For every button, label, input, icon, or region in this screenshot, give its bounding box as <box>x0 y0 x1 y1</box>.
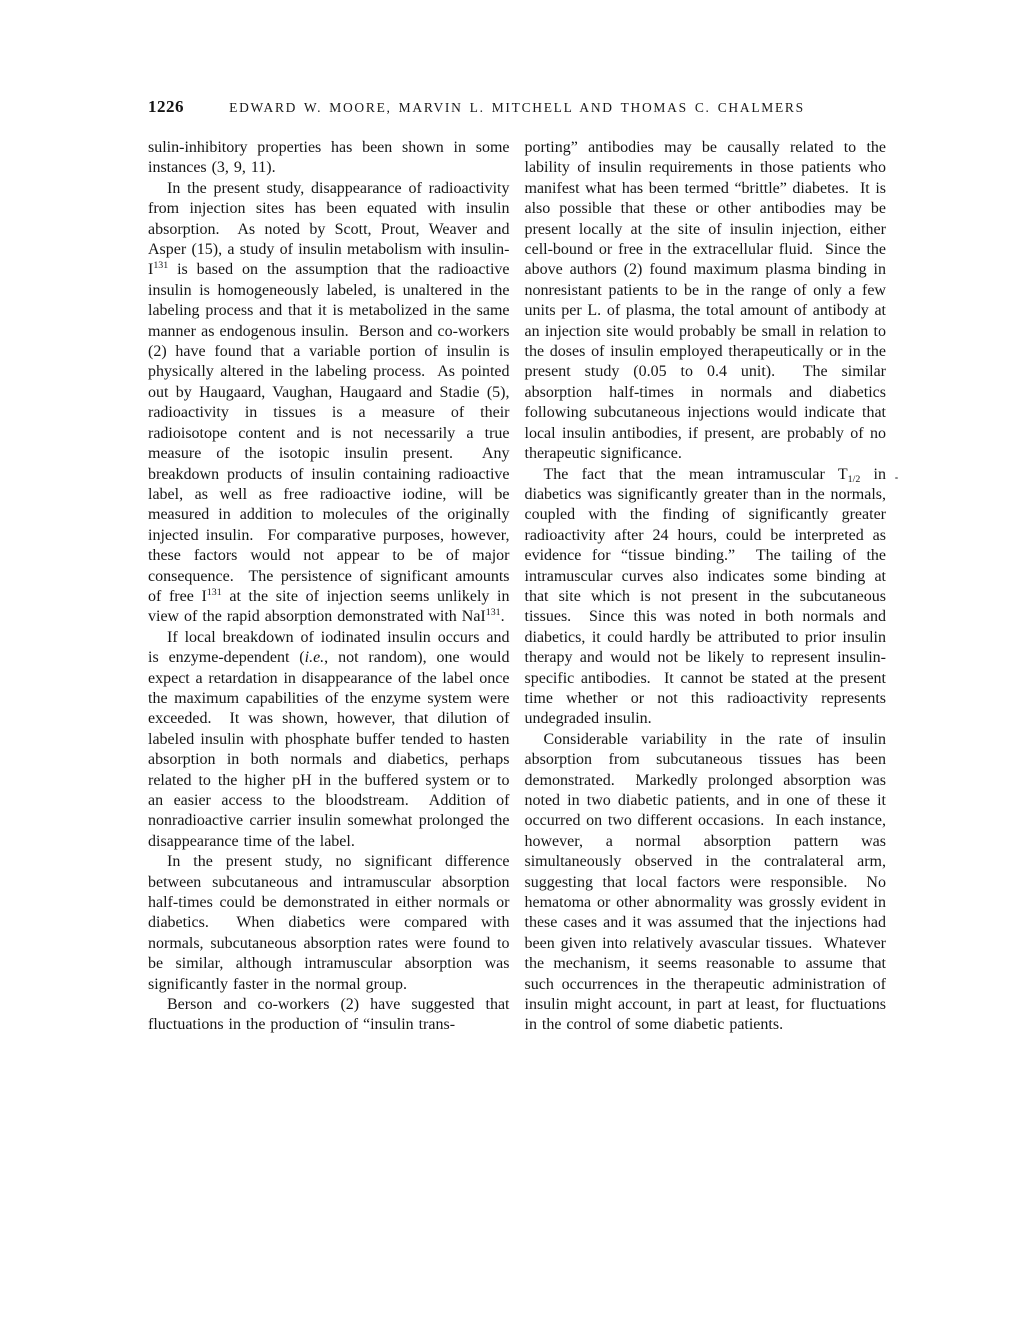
paragraph: porting” antibodies may be causally related to the lability of insulin requirements in those patients who manifest what has been termed “brittle” diabetes. It is also possible that these or other antibodies may be present locally at the site of insulin injection, either cell-bound or free in the extracellular fluid. Since the above authors (2) found maximum plasma binding in nonresistant patients to be in the range of only a few units per L. of plasma, the total amount of antibody at an injection site would probably be small in relation to the doses of insulin employed therapeutically or in the present study (0.05 to 0.4 unit). The similar absorption half-times in normals and diabetics following subcutaneous injections would indicate that local insulin antibodies, if present, are probably of no therapeutic significance. <box>524 139 886 463</box>
page-number: 1226 <box>148 97 184 116</box>
paragraph: sulin-inhibitory properties has been shown in some instances (3, 9, 11). <box>148 139 510 177</box>
right-column <box>525 138 887 1036</box>
paragraph: If local breakdown of iodinated insulin occurs and is enzyme-dependent (i.e., not random), one would expect a retardation in disappearance of the label once the maximum capabilities of the enzyme system were exceeded. It was shown, however, that dilution of labeled insulin with phosphate buffer tended to hasten absorption in both normals and diabetics, perhaps related to the higher pH in the buffered system or to an easier access to the bloodstream. Addition of nonradioactive carrier insulin somewhat prolonged the disappearance time of the label. <box>148 628 510 850</box>
paragraph: The fact that the mean intramuscular $T_{1/2}$ in diabetics was significantly greater than in the normals, coupled with the finding of significantly greater radioactivity after 24 hours, could be interpreted as evidence for “tissue binding.” The tailing of the intramuscular curves also indicates some binding at that site which is not present in the subcutaneous tissues. Since this was noted in both normals and diabetics, it could hardly be attributed to prior insulin therapy and would not be likely to represent insulin-specific antibodies. It cannot be stated at the present time whether or not this radioactivity represents undegraded insulin. <box>524 465 886 728</box>
scan-speck-artifact <box>895 477 898 479</box>
paragraph: Considerable variability in the rate of insulin absorption from subcutaneous tissues has been demonstrated. Markedly prolonged absorption was noted in two diabetic patients, and in one of these it occurred on two different occasions. In each instance, however, a normal absorption pattern was simultaneously observed in the contralateral arm, suggesting that local factors were responsible. No hematoma or other abnormality was grossly evident in these cases and it was assumed that the injections had been given into relatively avascular tissues. Whatever the mechanism, it seems reasonable to assume that such occurrences in the therapeutic administration of insulin might account, in part at least, for fluctuations in the control of some diabetic patients. <box>524 730 886 1034</box>
paragraph: In the present study, no significant difference between subcutaneous and intramuscular absorption half-times could be demonstrated in either normals or diabetics. When diabetics were compared with normals, subcutaneous absorption rates were found to be similar, although intramuscular absorption was significantly faster in the normal group. <box>148 853 510 993</box>
running-head-authors: EDWARD W. MOORE, MARVIN L. MITCHELL AND THOMAS C. CHALMERS <box>229 100 805 115</box>
paragraph: In the present study, disappearance of radioactivity from injection sites has been equated with insulin absorption. As noted by Scott, Prout, Weaver and Asper (15), a study of insulin metabolism with insulin-$I^{131}$ is based on the assumption that the radioactive insulin is homogeneously labeled, is unaltered in the labeling process and that it is metabolized in the same manner as endogenous insulin. Berson and co-workers (2) have found that a variable portion of insulin is physically altered in the labeling process. As pointed out by Haugaard, Vaughan, Haugaard and Stadie (5), radioactivity in tissues is a measure of their radioisotope content and is not necessarily a true measure of the isotopic insulin present. Any breakdown products of insulin containing radioactive label, as well as free radioactive iodine, will be measured in addition to molecules of the originally injected insulin. For comparative purposes, however, these factors would not appear to be of major consequence. The persistence of significant amounts of free $I^{131}$ at the site of injection seems unlikely in view of the rapid absorption demonstrated with NaI$^{131}$. <box>148 179 510 626</box>
left-column <box>148 138 510 1036</box>
two-column-text-block <box>148 138 886 1036</box>
page-header <box>148 97 886 119</box>
paragraph: Berson and co-workers (2) have suggested that fluctuations in the production of “insulin trans- <box>148 996 510 1034</box>
